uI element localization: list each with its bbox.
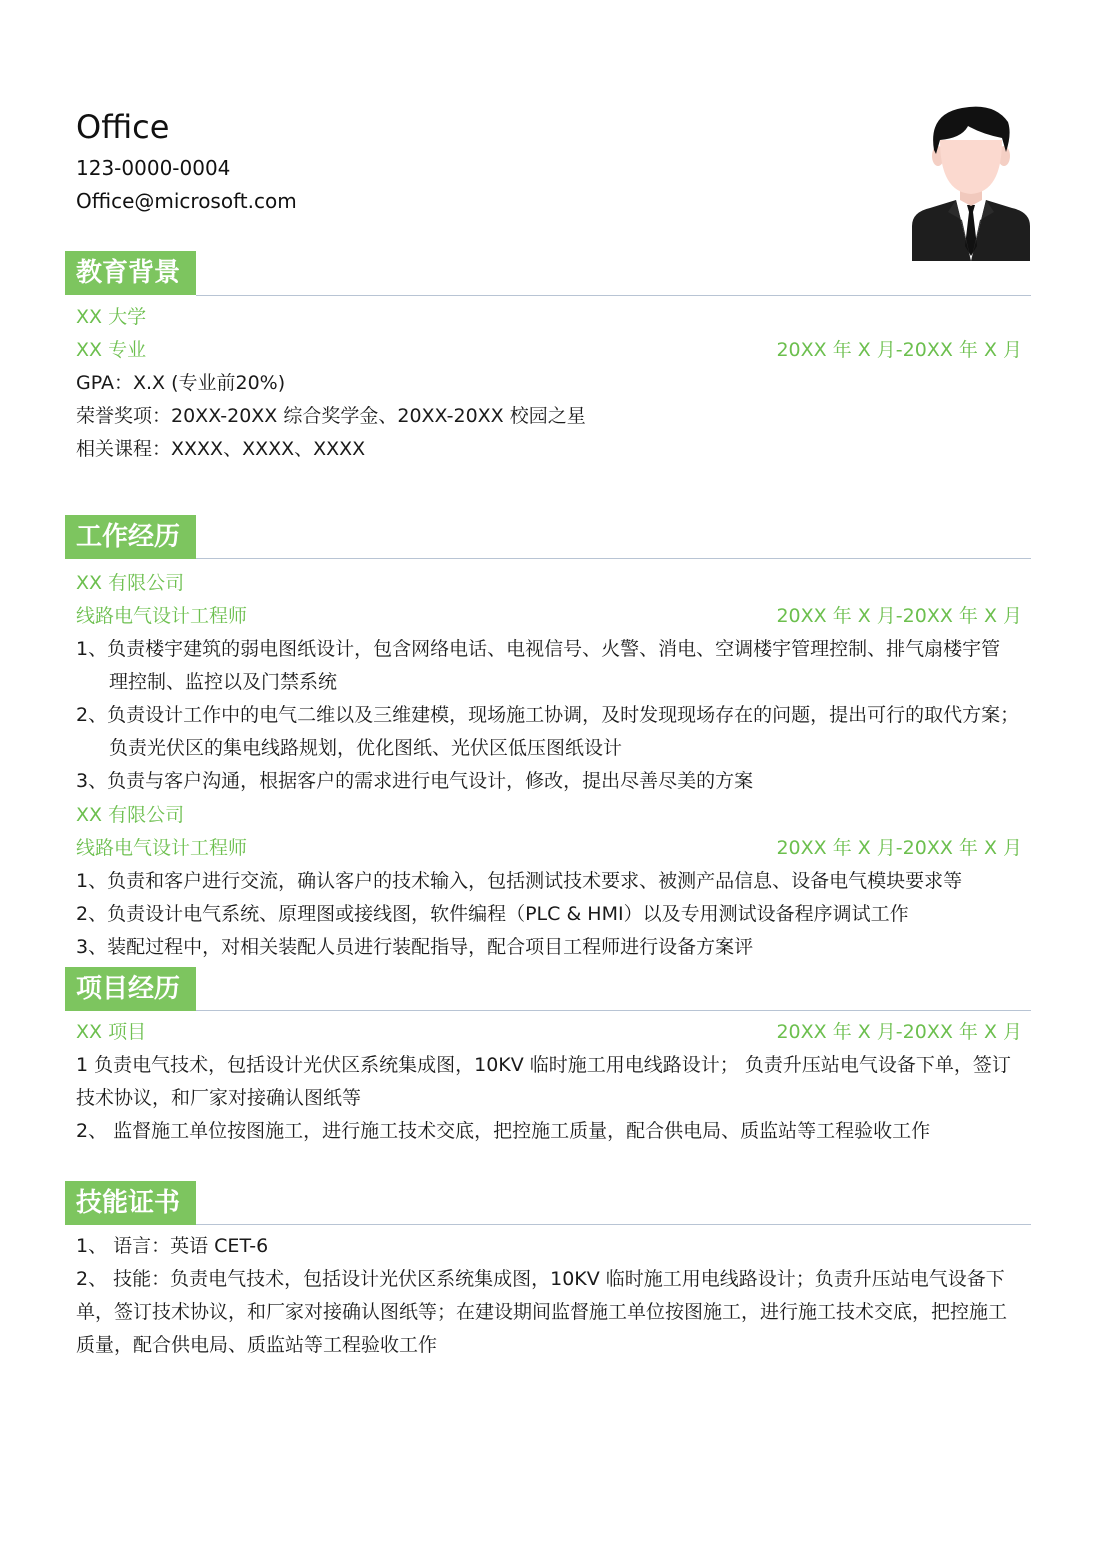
project-name: XX 项目 [76, 1021, 147, 1043]
section-title-project: 项目经历 [65, 967, 196, 1011]
job-duty: 理控制、监控以及门禁系统 [109, 671, 338, 693]
education-date: 20XX 年 X 月-20XX 年 X 月 [776, 339, 1022, 361]
skill-item: 1、 语言：英语 CET-6 [76, 1235, 269, 1257]
project-duty: 技术协议，和厂家对接确认图纸等 [76, 1087, 362, 1109]
email-address: Office@microsoft.com [76, 189, 297, 213]
major-row [76, 334, 1022, 367]
job-duty: 2、负责设计电气系统、原理图或接线图，软件编程（PLC & HMI）以及专用测试设备程序调试工作 [76, 903, 909, 925]
phone-number: 123-0000-0004 [76, 156, 231, 180]
job-date: 20XX 年 X 月-20XX 年 X 月 [776, 837, 1022, 859]
job-duty: 2、负责设计工作中的电气二维以及三维建模，现场施工协调，及时发现现场存在的问题，提出可行的取代方案； [76, 704, 1020, 726]
job-duty: 3、装配过程中，对相关装配人员进行装配指导，配合项目工程师进行设备方案评 [76, 936, 754, 958]
job-role-row [76, 600, 1022, 633]
job-duty: 1、负责和客户进行交流，确认客户的技术输入，包括测试技术要求、被测产品信息、设备电气模块要求等 [76, 870, 963, 892]
gpa: GPA：X.X (专业前20%) [76, 372, 286, 394]
section-divider [196, 1224, 1031, 1225]
skill-item: 质量，配合供电局、质监站等工程验收工作 [76, 1334, 438, 1356]
courses: 相关课程：XXXX、XXXX、XXXX [76, 438, 366, 460]
section-divider [196, 295, 1031, 296]
project-row [76, 1016, 1022, 1049]
job-role-row [76, 832, 1022, 865]
resume-name: Office [76, 108, 170, 146]
section-divider [196, 558, 1031, 559]
school-name: XX 大学 [76, 306, 147, 328]
avatar [912, 104, 1030, 261]
job-duty: 1、负责楼宇建筑的弱电图纸设计，包含网络电话、电视信号、火警、消电、空调楼宇管理控制、排气扇楼宇管 [76, 638, 1001, 660]
section-title-education: 教育背景 [65, 251, 196, 295]
skill-item: 单，签订技术协议，和厂家对接确认图纸等；在建设期间监督施工单位按图施工，进行施工技术交底，把控施工 [76, 1301, 1008, 1323]
company-name: XX 有限公司 [76, 804, 185, 826]
job-role: 线路电气设计工程师 [76, 605, 248, 627]
skill-item: 2、 技能：负责电气技术，包括设计光伏区系统集成图，10KV 临时施工用电线路设计；负责升压站电气设备下 [76, 1268, 1005, 1290]
section-title-work: 工作经历 [65, 515, 196, 559]
major-name: XX 专业 [76, 339, 147, 361]
honors: 荣誉奖项：20XX-20XX 综合奖学金、20XX-20XX 校园之星 [76, 405, 586, 427]
job-role: 线路电气设计工程师 [76, 837, 248, 859]
job-duty: 负责光伏区的集电线路规划，优化图纸、光伏区低压图纸设计 [109, 737, 623, 759]
project-date: 20XX 年 X 月-20XX 年 X 月 [776, 1021, 1022, 1043]
job-date: 20XX 年 X 月-20XX 年 X 月 [776, 605, 1022, 627]
job-duty: 3、负责与客户沟通，根据客户的需求进行电气设计，修改，提出尽善尽美的方案 [76, 770, 754, 792]
section-title-skills: 技能证书 [65, 1181, 196, 1225]
company-name: XX 有限公司 [76, 572, 185, 594]
section-divider [196, 1010, 1031, 1011]
project-duty: 2、 监督施工单位按图施工，进行施工技术交底，把控施工质量，配合供电局、质监站等工程验收工作 [76, 1120, 931, 1142]
project-duty: 1 负责电气技术，包括设计光伏区系统集成图，10KV 临时施工用电线路设计； 负责升压站电气设备下单，签订 [76, 1054, 1011, 1076]
